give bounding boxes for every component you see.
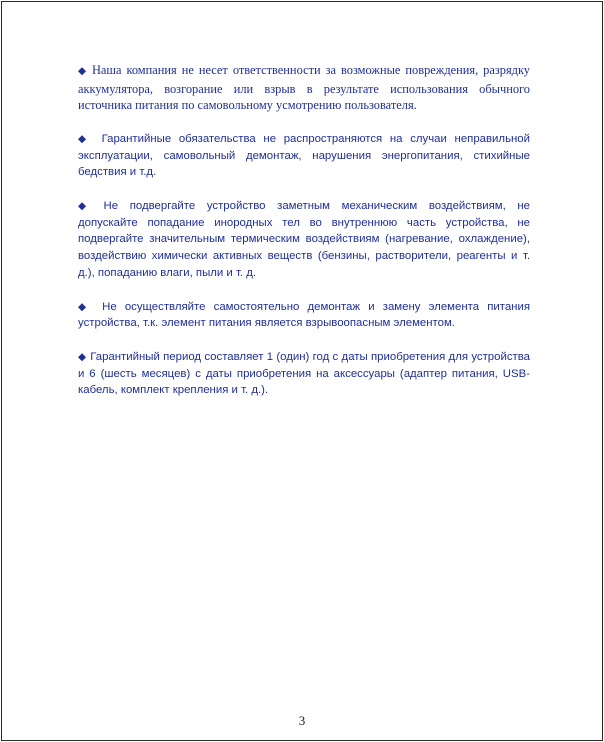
- paragraph-handling-precautions: [78, 198, 530, 282]
- paragraph-warranty-exclusions: [78, 131, 530, 181]
- document-body: [78, 62, 530, 399]
- page-number: 3: [298, 713, 306, 728]
- diamond-bullet-icon: ◆: [78, 350, 87, 363]
- paragraph-warranty-liability: [78, 62, 530, 114]
- paragraph-text: Гарантийный период составляет 1 (один) год с даты приобретения для устройства и 6 (шесть месяцев) с даты приобретения на аксессуары (адаптер питания, USB-кабель, комплект крепления и т. д.).: [78, 350, 530, 397]
- paragraph-battery-replacement: [78, 299, 530, 332]
- paragraph-text: Не подвергайте устройство заметным механическим воздействиям, не допускайте попадание инородных тел во внутреннюю часть устройства, не подвергайте значительным термическим воздействиям (нагревание, охлаждение), воздействию химически активных веществ (бензины, растворители, реагенты и т. д.), попаданию влаги, пыли и т. д.: [78, 200, 531, 279]
- paragraph-warranty-period: [78, 349, 530, 399]
- diamond-bullet-icon: ◆: [78, 200, 95, 212]
- diamond-bullet-icon: ◆: [78, 132, 91, 145]
- paragraph-text: Не осуществляйте самостоятельно демонтаж и замену элемента питания устройства, т.к. элемент питания является взрывоопасным элементом.: [78, 300, 530, 330]
- paragraph-text: Наша компания не несет ответственности за возможные повреждения, разрядку аккумулятора, возгорание или взрыв в результате использования обычного источника питания по самовольному усмотрению пользователя.: [78, 63, 531, 113]
- diamond-bullet-icon: ◆: [78, 66, 88, 77]
- paragraph-text: Гарантийные обязательства не распространяются на случаи неправильной эксплуатации, самовольный демонтаж, нарушения энергопитания, стихийные бедствия и т.д.: [78, 132, 530, 179]
- diamond-bullet-icon: ◆: [78, 300, 92, 313]
